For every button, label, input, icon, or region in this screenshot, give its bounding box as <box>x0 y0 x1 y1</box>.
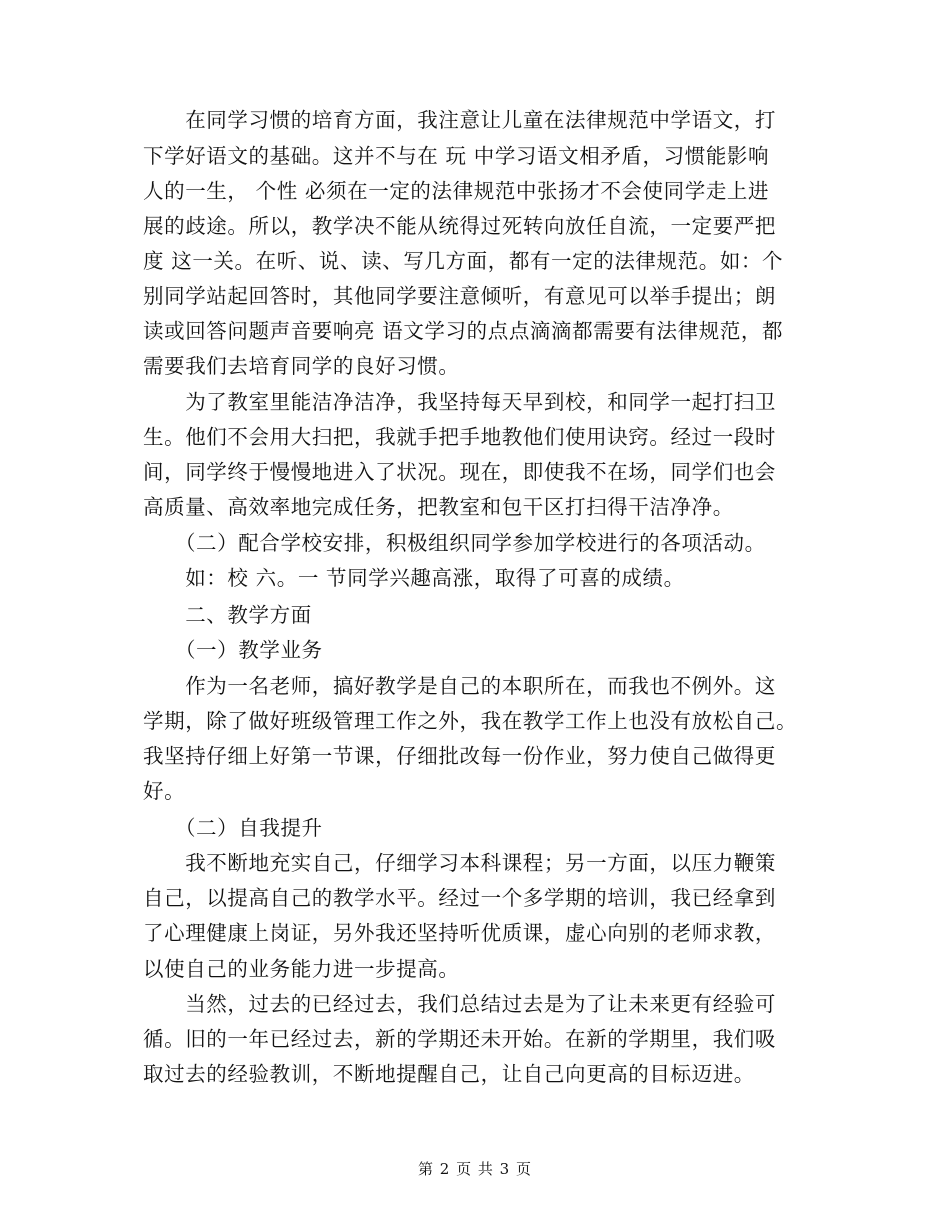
text-line: 我坚持仔细上好第一节课，仔细批改每一份作业，努力使自己做得更 <box>143 744 776 768</box>
text-line: 当然，过去的已经过去，我们总结过去是为了让未来更有经验可 <box>143 992 776 1016</box>
text-line: 展的歧途。所以，教学决不能从统得过死转向放任自流，一定要严把 <box>143 214 776 238</box>
text-line: 学期，除了做好班级管理工作之外，我在教学工作上也没有放松自己。 <box>143 709 798 733</box>
text-line: （二）自我提升 <box>143 816 323 840</box>
text-line: 二、教学方面 <box>143 603 312 627</box>
text-line: 取过去的经验教训，不断地提醒自己，让自己向更高的目标迈进。 <box>143 1062 755 1086</box>
text-line: 生。他们不会用大扫把，我就手把手地教他们使用诀窍。经过一段时 <box>143 425 776 449</box>
text-line: 以使自己的业务能力进一步提高。 <box>143 957 460 981</box>
text-line: 作为一名老师，搞好教学是自己的本职所在，而我也不例外。这 <box>143 674 776 698</box>
text-line: 在同学习惯的培育方面，我注意让儿童在法律规范中学语文，打 <box>143 108 776 132</box>
text-line: 读或回答问题声音要响亮 语文学习的点点滴滴都需要有法律规范，都 <box>143 319 784 343</box>
text-line: 下学好语文的基础。这并不与在 玩 中学习语文相矛盾，习惯能影响 <box>143 144 770 168</box>
text-line: 为了教室里能洁净洁净，我坚持每天早到校，和同学一起打扫卫 <box>143 390 776 414</box>
text-line: 需要我们去培育同学的良好习惯。 <box>143 354 460 378</box>
text-line: 了心理健康上岗证，另外我还坚持听优质课，虚心向别的老师求教， <box>143 921 776 945</box>
text-line: 度 这一关。在听、说、读、写几方面，都有一定的法律规范。如：个 <box>143 249 784 273</box>
text-line: 人的一生， 个性 必须在一定的法律规范中张扬才不会使同学走上进 <box>143 179 770 203</box>
text-line: 如：校 六。一 节同学兴趣高涨，取得了可喜的成绩。 <box>143 566 685 590</box>
text-line: （二）配合学校安排，积极组织同学参加学校进行的各项活动。 <box>143 531 766 555</box>
page-footer: 第 2 页 共 3 页 <box>418 1160 532 1178</box>
text-line: 循。旧的一年已经过去，新的学期还未开始。在新的学期里，我们吸 <box>143 1027 776 1051</box>
text-line: 我不断地充实自己，仔细学习本科课程；另一方面，以压力鞭策 <box>143 851 776 875</box>
text-line: 自己，以提高自己的教学水平。经过一个多学期的培训，我已经拿到 <box>143 886 776 910</box>
text-line: 好。 <box>143 779 186 803</box>
text-line: 间，同学终于慢慢地进入了状况。现在，即使我不在场，同学们也会 <box>143 460 776 484</box>
text-line: （一）教学业务 <box>143 638 323 662</box>
text-line: 高质量、高效率地完成任务，把教室和包干区打扫得干洁净净。 <box>143 495 734 519</box>
text-line: 别同学站起回答时，其他同学要注意倾听，有意见可以举手提出；朗 <box>143 284 776 308</box>
